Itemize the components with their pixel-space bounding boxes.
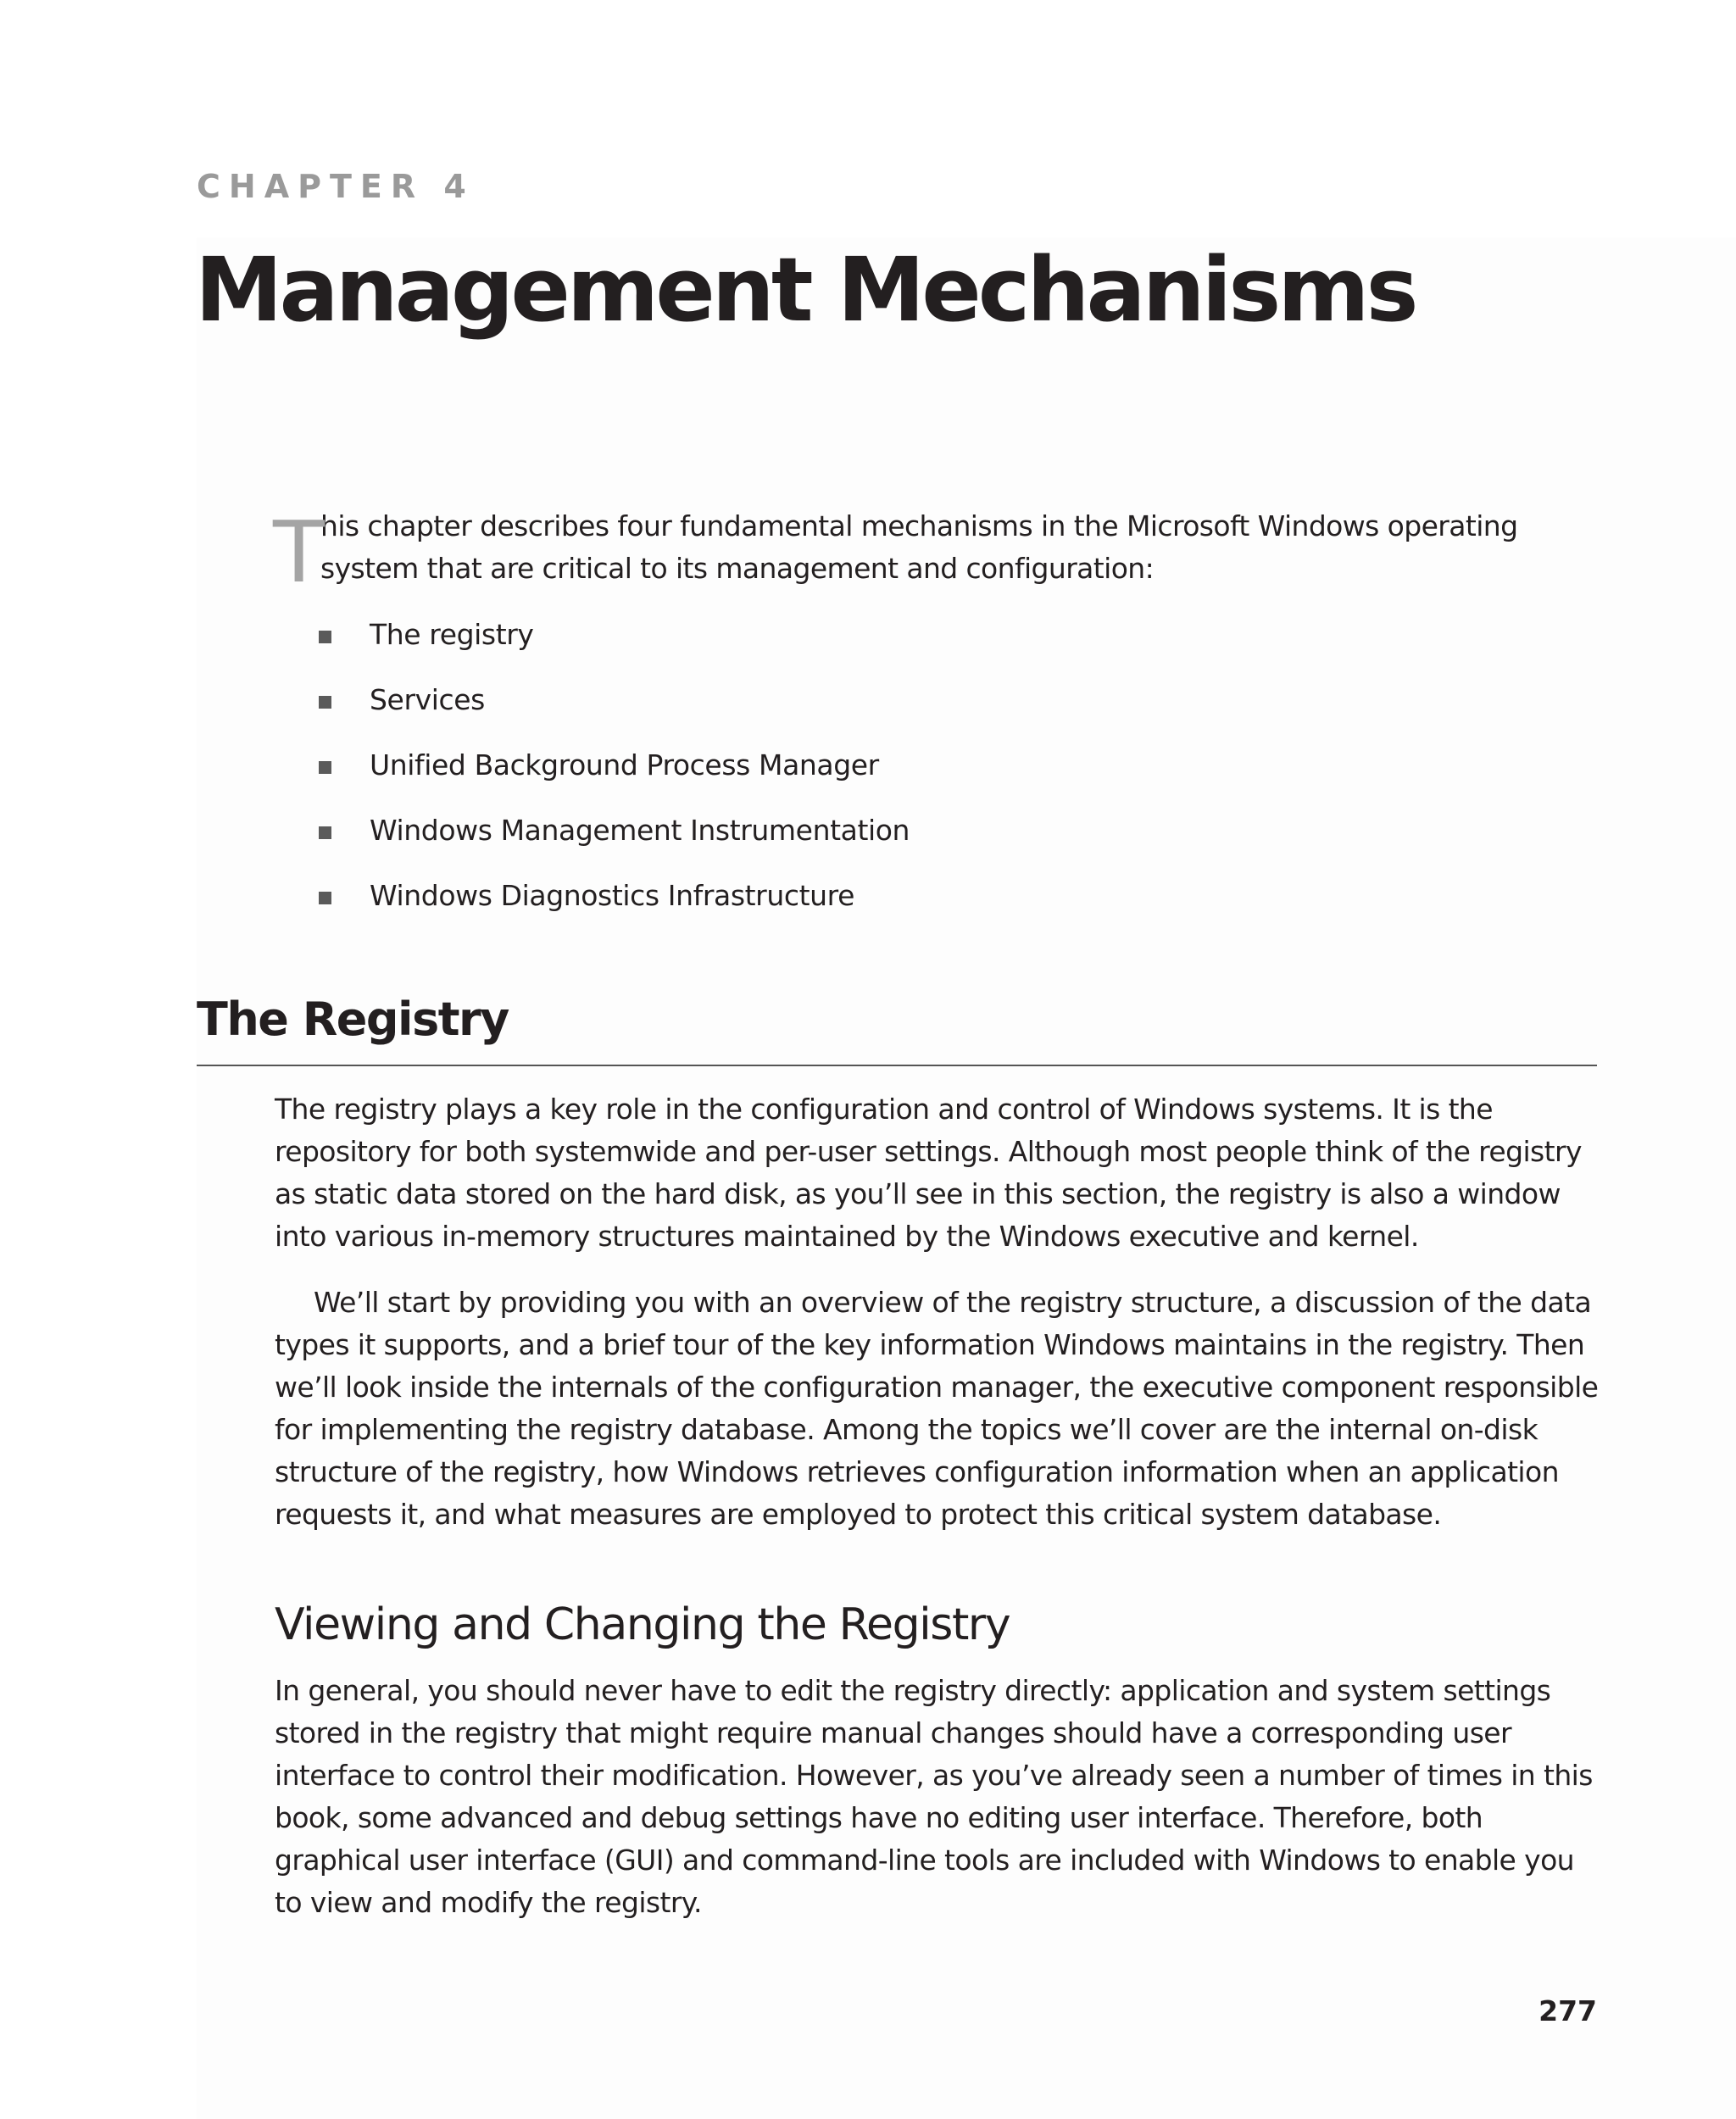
section-heading-registry: The Registry bbox=[197, 993, 509, 1046]
drop-cap: T bbox=[273, 503, 326, 602]
list-item-text: Windows Diagnostics Infrastructure bbox=[370, 879, 854, 912]
list-item-text: Services bbox=[370, 683, 485, 716]
list-item-text: The registry bbox=[370, 618, 534, 651]
square-bullet-icon bbox=[319, 761, 331, 774]
section-divider bbox=[197, 1065, 1597, 1066]
page-number: 277 bbox=[1538, 1994, 1597, 2027]
list-item bbox=[319, 744, 910, 809]
list-item bbox=[319, 875, 910, 940]
registry-paragraph-1: The registry plays a key role in the configuration and control of Windows systems. It is the repository for both systemwide and per-user settings. Although most people think of the registry as static data stored on the hard disk, as you’ll see in this section, the registry is also a window into various in-memory structures maintained by the Windows executive and kernel. bbox=[275, 1093, 1582, 1253]
square-bullet-icon bbox=[319, 631, 331, 643]
square-bullet-icon bbox=[319, 826, 331, 839]
list-item bbox=[319, 809, 910, 875]
square-bullet-icon bbox=[319, 696, 331, 709]
square-bullet-icon bbox=[319, 892, 331, 904]
registry-paragraph-2: We’ll start by providing you with an overview of the registry structure, a discussion of the data types it supports, and a brief tour of the key information Windows maintains in the registry. Then we’ll look inside the internals of the configuration manager, the executive component responsible for implementing the registry database. Among the topics we’ll cover are the internal on-disk structure of the registry, how Windows retrieves configuration information when an application requests it, and what measures are employed to protect this critical system database. bbox=[275, 1286, 1599, 1531]
chapter-title: Management Mechanisms bbox=[195, 238, 1416, 342]
list-item bbox=[319, 679, 910, 744]
intro-text: his chapter describes four fundamental mechanisms in the Microsoft Windows operating system that are critical to its management and configuration: bbox=[320, 509, 1518, 585]
subsection-heading-viewing: Viewing and Changing the Registry bbox=[275, 1599, 1010, 1650]
mechanism-list bbox=[319, 614, 910, 940]
list-item-text: Windows Management Instrumentation bbox=[370, 814, 910, 847]
chapter-label: CHAPTER 4 bbox=[197, 168, 475, 205]
viewing-paragraph: In general, you should never have to edit the registry directly: application and system settings stored in the registry that might require manual changes should have a corresponding user interface to control their modification. However, as you’ve already seen a number of times in this book, some advanced and debug settings have no editing user interface. Therefore, both graphical user interface (GUI) and command-line tools are included with Windows to enable you to view and modify the registry. bbox=[275, 1674, 1593, 1919]
list-item-text: Unified Background Process Manager bbox=[370, 748, 879, 781]
intro-paragraph bbox=[273, 503, 1595, 602]
list-item bbox=[319, 614, 910, 679]
